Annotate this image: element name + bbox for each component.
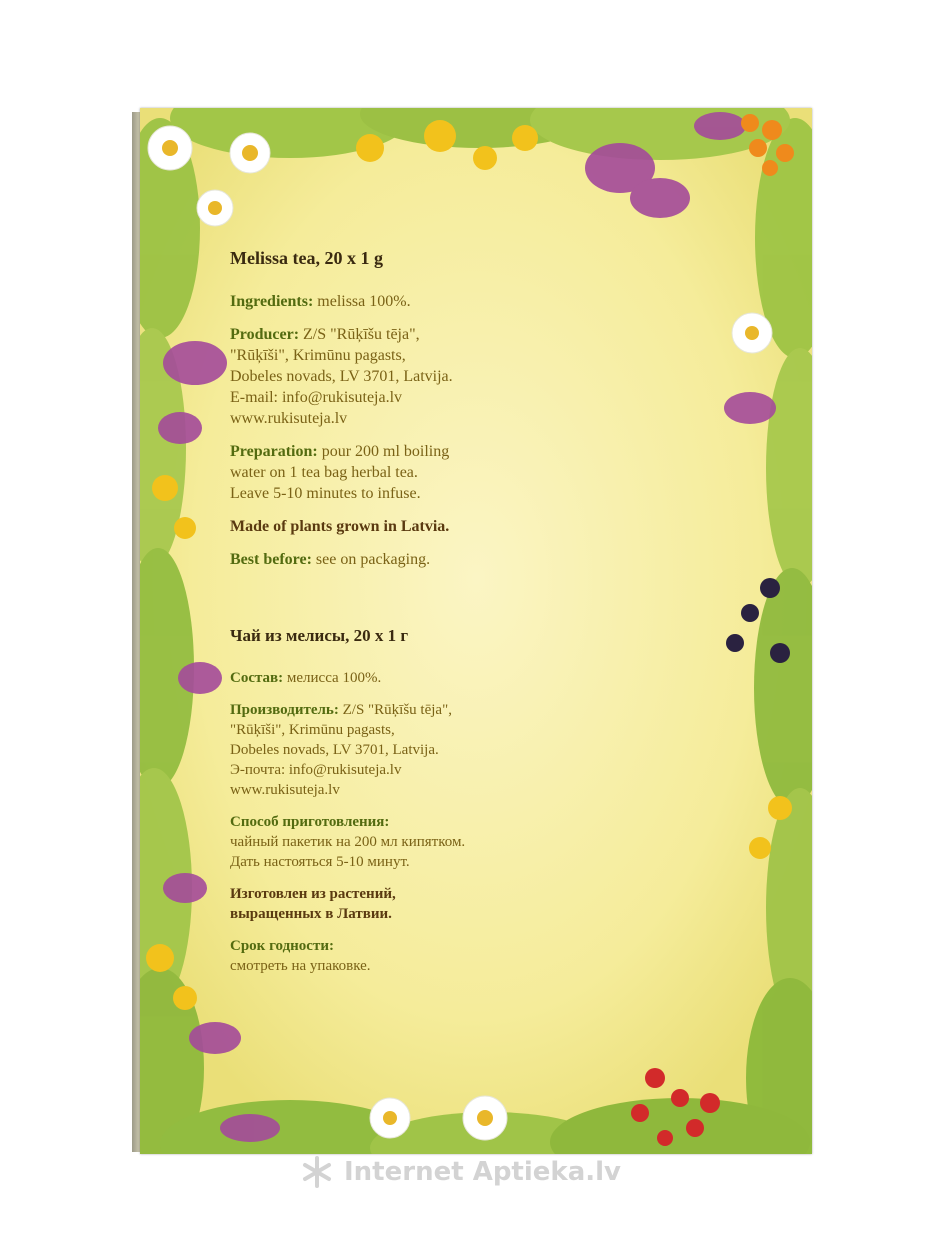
producer-email-ru: Э-почта: info@rukisuteja.lv (230, 762, 402, 778)
preparation-label-en: Preparation: (230, 443, 318, 460)
made-in-line-ru: Изготовлен из растений, (230, 886, 396, 902)
snowflake-logo-icon (300, 1155, 334, 1189)
producer-line-ru: Dobeles novads, LV 3701, Latvija. (230, 742, 439, 758)
producer-line-ru: "Rūķīši", Krimūnu pagasts, (230, 722, 395, 738)
producer-en (230, 324, 750, 429)
best-before-label-ru: Срок годности: (230, 938, 334, 954)
best-before-en (230, 549, 750, 570)
ingredients-value-ru: мелисса 100%. (286, 670, 382, 686)
producer-line-en: Z/S "Rūķīšu tēja", (303, 326, 420, 343)
ingredients-en (230, 291, 750, 312)
producer-label-ru: Производитель: (230, 702, 339, 718)
product-title-en: Melissa tea, 20 x 1 g (230, 248, 383, 268)
text-panel (230, 248, 750, 988)
made-in-ru (230, 884, 750, 924)
best-before-value-ru: смотреть на упаковке. (230, 958, 371, 974)
english-section (230, 248, 750, 570)
preparation-line-en: Leave 5-10 minutes to infuse. (230, 485, 421, 502)
producer-email-en: E-mail: info@rukisuteja.lv (230, 389, 403, 406)
producer-website-ru: www.rukisuteja.lv (230, 782, 340, 798)
best-before-value-en: see on packaging. (315, 551, 431, 568)
made-in-text-en: Made of plants grown in Latvia. (230, 518, 450, 535)
watermark-text: Internet Aptieka.lv (344, 1157, 621, 1187)
ingredients-label-ru: Состав: (230, 670, 284, 686)
tea-box-back (140, 108, 812, 1154)
preparation-ru (230, 812, 750, 872)
ingredients-ru (230, 668, 750, 688)
best-before-ru (230, 936, 750, 976)
producer-website-en: www.rukisuteja.lv (230, 410, 348, 427)
preparation-line-ru: Дать настояться 5-10 минут. (230, 854, 410, 870)
preparation-label-ru: Способ приготовления: (230, 814, 390, 830)
preparation-en (230, 441, 750, 504)
producer-label-en: Producer: (230, 326, 300, 343)
producer-line-ru: Z/S "Rūķīšu tēja", (342, 702, 452, 718)
made-in-line-ru: выращенных в Латвии. (230, 906, 392, 922)
preparation-line-en: water on 1 tea bag herbal tea. (230, 464, 418, 481)
russian-section (230, 626, 750, 976)
product-title-ru: Чай из мелисы, 20 х 1 г (230, 626, 409, 645)
best-before-label-en: Best before: (230, 551, 312, 568)
producer-ru (230, 700, 750, 800)
ingredients-label-en: Ingredients: (230, 293, 314, 310)
preparation-line-en: pour 200 ml boiling (321, 443, 450, 460)
made-in-en (230, 516, 750, 537)
producer-line-en: "Rūķīši", Krimūnu pagasts, (230, 347, 406, 364)
producer-line-en: Dobeles novads, LV 3701, Latvija. (230, 368, 453, 385)
watermark (300, 1152, 660, 1192)
preparation-line-ru: чайный пакетик на 200 мл кипятком. (230, 834, 466, 850)
ingredients-value-en: melissa 100%. (317, 293, 411, 310)
